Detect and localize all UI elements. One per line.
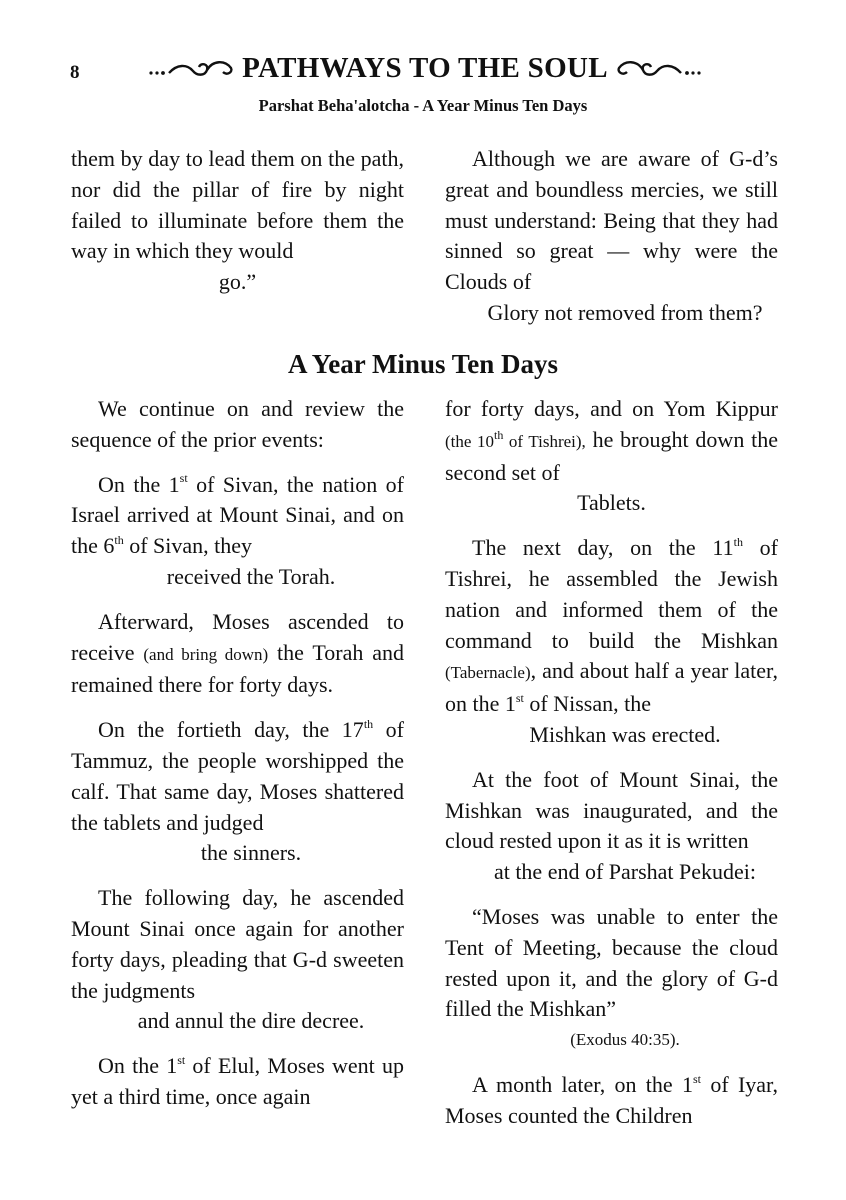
left-column — [71, 394, 404, 1127]
paragraph: We continue on and review the sequence of the prior events: — [71, 396, 404, 452]
running-head-title: PATHWAYS TO THE SOUL — [242, 51, 608, 84]
top-right-column — [445, 144, 778, 343]
paragraph-last-line: Mishkan was erected. — [529, 721, 721, 747]
paragraph: Afterward, Moses ascended to receive (and bring down) the Torah and remained there for forty days. — [71, 608, 405, 698]
paragraph: On the fortieth day, the 17th of Tammuz, the people worshipped the calf. That same day, Moses shattered the tablets and judged the sinners. — [71, 715, 404, 869]
section-title: A Year Minus Ten Days — [287, 349, 559, 379]
citation: (Exodus 40:35). — [570, 1030, 680, 1050]
paragraph: On the 1st of Sivan, the nation of Israel arrived at Mount Sinai, and on the 6th of Sivan, they received the Torah. — [71, 470, 404, 593]
paragraph: The following day, he ascended Mount Sinai once again for another forty days, pleading that G-d sweeten the judgments and annul the dire decree. — [71, 883, 404, 1037]
paragraph-last-line: received the Torah. — [166, 563, 336, 589]
quotation: “Moses was unable to enter the Tent of Meeting, because the cloud rested upon it, and the glory of G-d filled the Mishkan” (Exodus 40:35). — [445, 902, 778, 1056]
paragraph: At the foot of Mount Sinai, the Mishkan was inaugurated, and the cloud rested upon it as it is written at the end of Parshat Pekudei: — [445, 765, 778, 888]
page-number: 8 — [70, 62, 80, 83]
paragraph: On the 1st of Elul, Moses went up yet a third time, once again — [71, 1052, 405, 1109]
running-head — [130, 50, 720, 85]
chapter-subtitle: Parshat Beha'alotcha - A Year Minus Ten Days — [258, 96, 588, 115]
paragraph-last-line: the sinners. — [200, 840, 302, 866]
paragraph: for forty days, and on Yom Kippur (the 10th of Tishrei), he brought down the second set of Tablets. — [445, 394, 778, 519]
paragraph-last-line: Glory not removed from them? — [487, 299, 763, 325]
paragraph-last-line: and annul the dire decree. — [137, 1008, 365, 1034]
paragraph: A month later, on the 1st of Iyar, Moses counted the Children — [445, 1071, 778, 1128]
paragraph-last-line: go.” — [218, 269, 257, 295]
paragraph: Although we are aware of G-d’s great and boundless mercies, we still must understand: Being that they had sinned so great — why were the Clouds of Glory not removed from them? — [445, 144, 778, 329]
paragraph-last-line: Tablets. — [577, 490, 646, 516]
paragraph: The next day, on the 11th of Tishrei, he assembled the Jewish nation and informed them of the command to build the Mishkan (Tabernacle), and about half a year later, on the 1st of Nissan, the Mishkan was erected. — [445, 533, 778, 751]
paragraph: them by day to lead them on the path, nor did the pillar of fire by night failed to illuminate before them the way in which they would go.” — [71, 144, 404, 298]
left-ornament-icon — [147, 56, 235, 80]
paragraph-last-line: at the end of Parshat Pekudei: — [493, 859, 757, 885]
top-left-column — [71, 144, 404, 312]
right-ornament-icon — [615, 56, 703, 80]
right-column — [445, 394, 778, 1146]
